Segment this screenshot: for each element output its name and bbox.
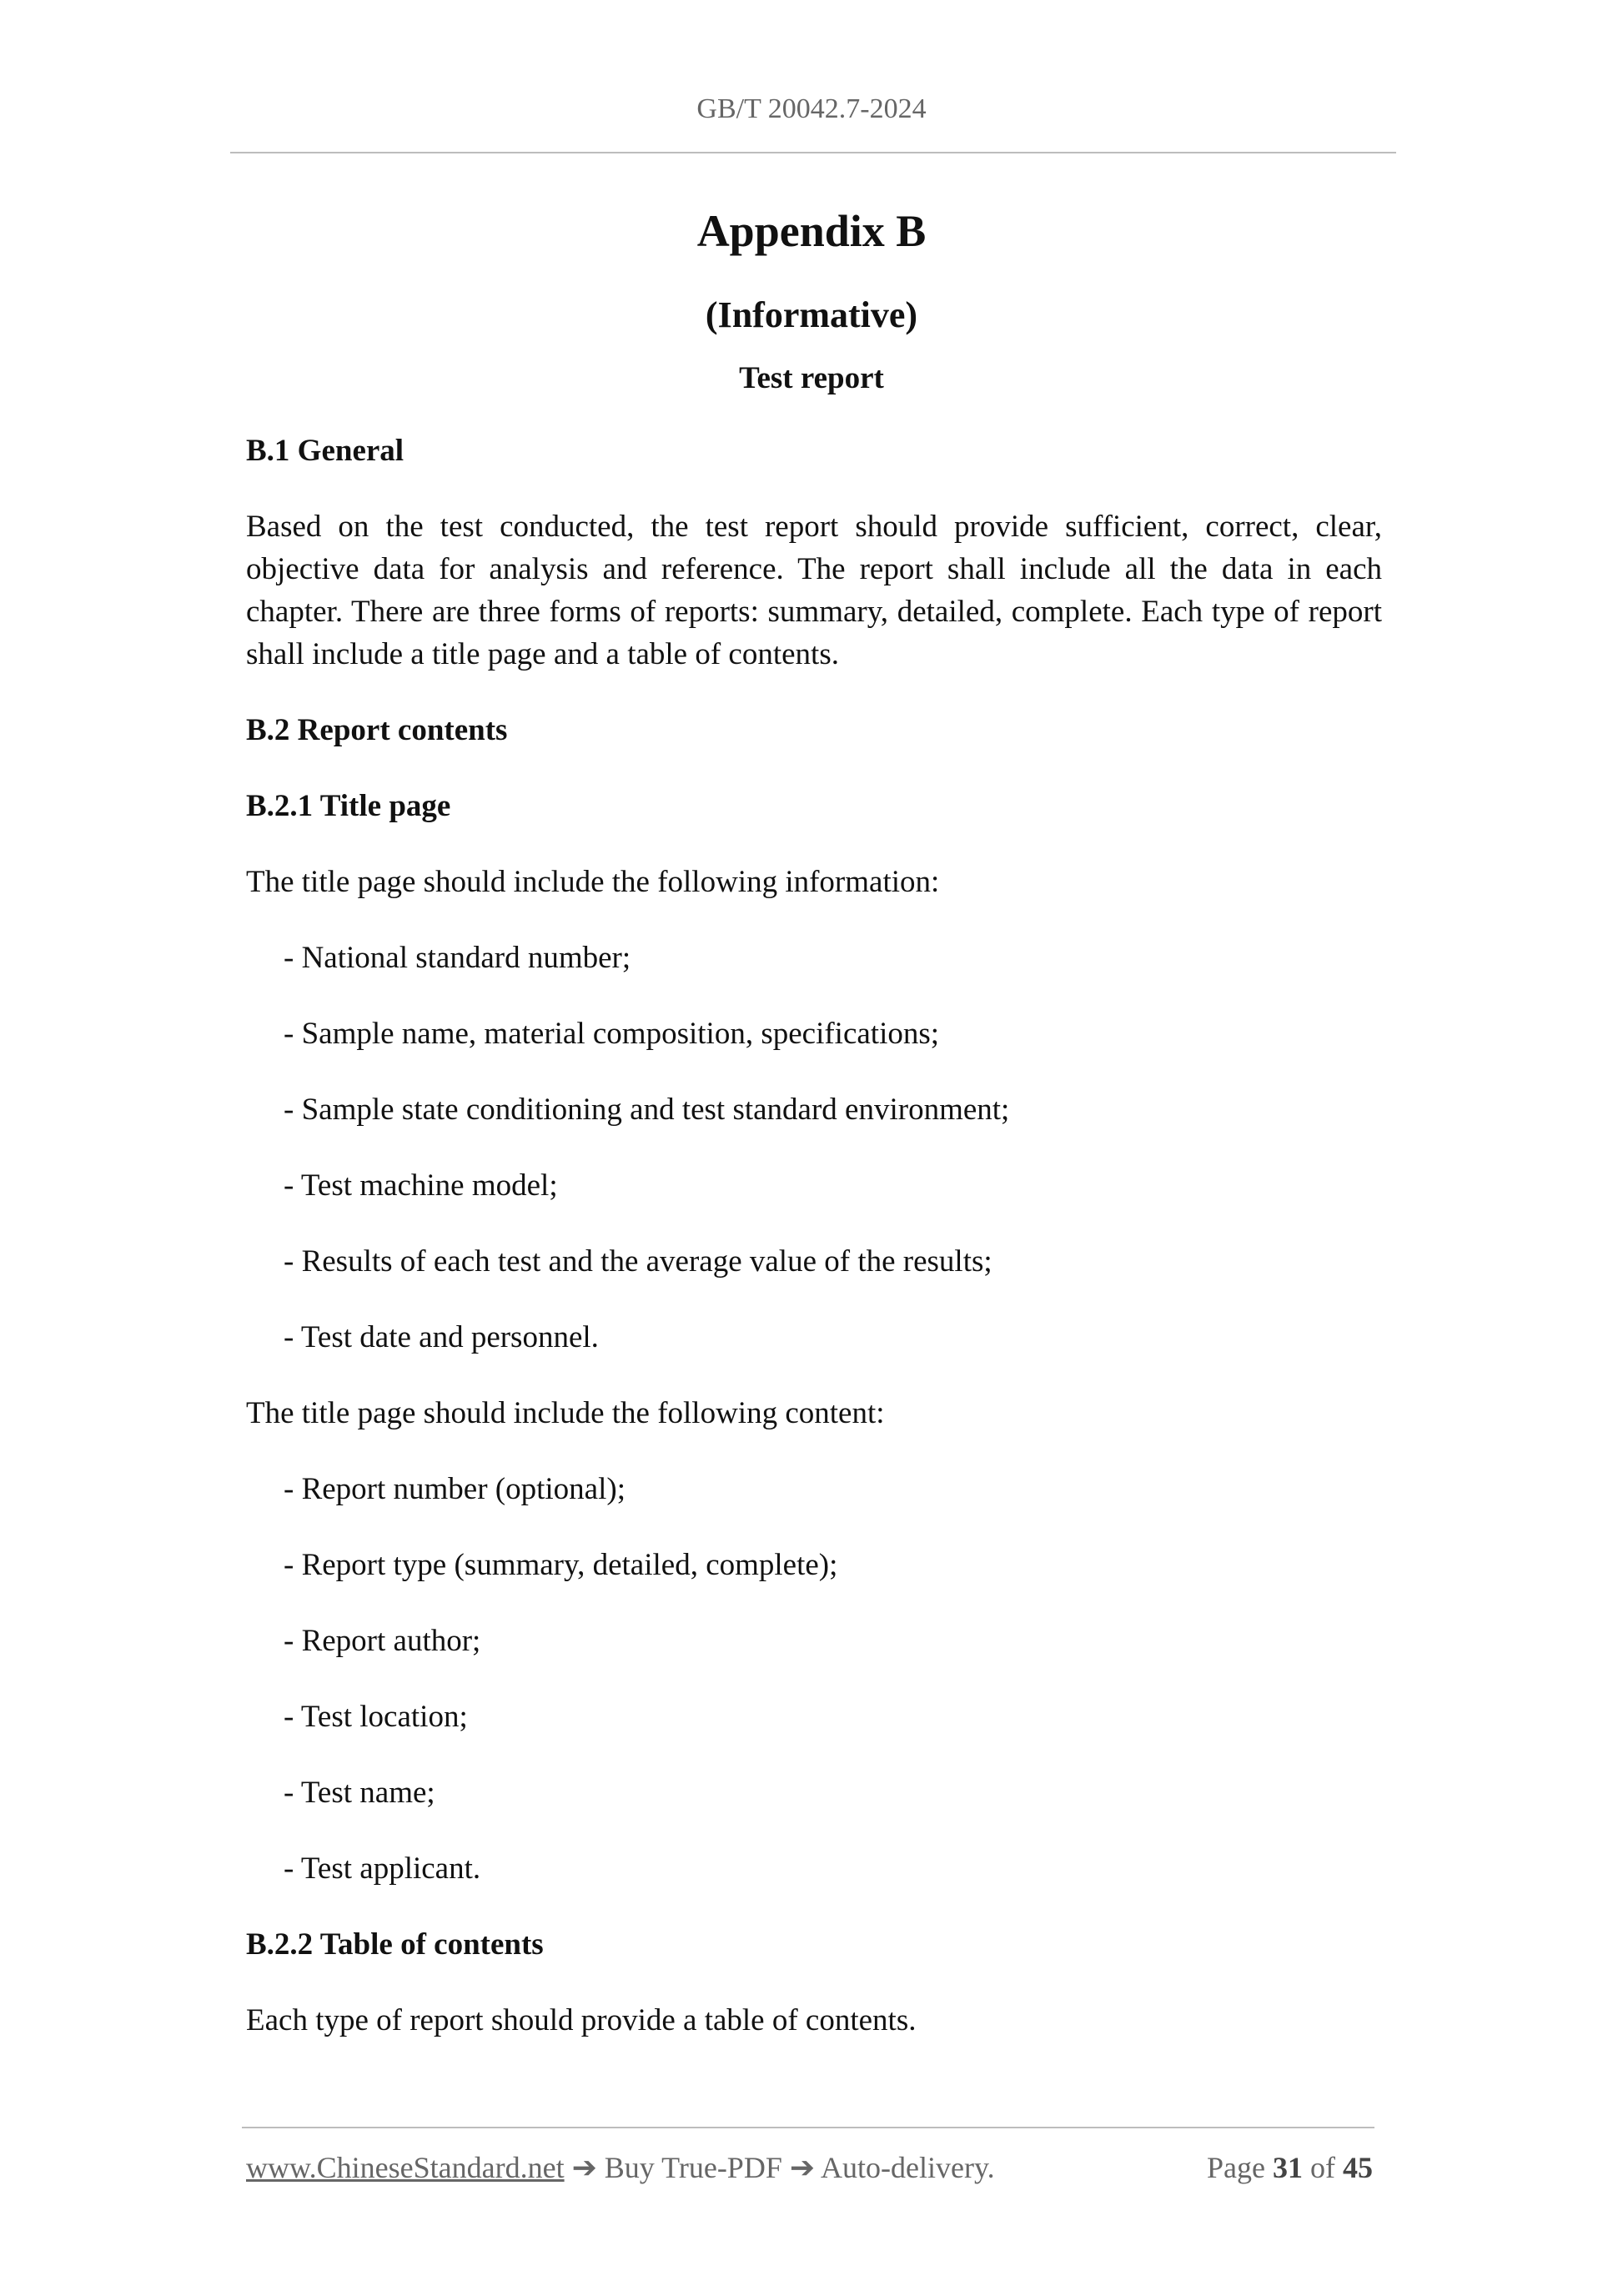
document-code-header: GB/T 20042.7-2024: [696, 93, 927, 124]
list-item: - Report number (optional);: [284, 1472, 626, 1506]
section-b1-paragraph: Based on the test conducted, the test report should provide sufficient, correct, clear, objective data for analysis and reference. The report shall include all the data in each chapter. There are three forms of reports: summary, detailed, complete. Each type of report shall include a title page and a table of contents.: [246, 510, 1382, 671]
list-item: - Test machine model;: [284, 1168, 558, 1203]
list-item: - Test date and personnel.: [284, 1320, 599, 1354]
list-item: - Report type (summary, detailed, complete);: [284, 1548, 838, 1582]
title-page-info-list: [246, 937, 1382, 1359]
page-label: Page: [1207, 2151, 1265, 2184]
list-item: - Test name;: [284, 1776, 435, 1810]
document-body: [246, 430, 1382, 2075]
title-page-content-intro: The title page should include the following content:: [246, 1396, 885, 1430]
appendix-subject: Test report: [739, 361, 884, 395]
appendix-title: Appendix B: [696, 206, 927, 256]
arrow-right-icon: ➔: [571, 2151, 597, 2184]
title-page-content-list: [246, 1468, 1382, 1890]
list-item: - Sample state conditioning and test standard environment;: [284, 1093, 1010, 1127]
section-heading-b2: B.2 Report contents: [246, 713, 508, 747]
list-item: - Report author;: [284, 1624, 481, 1658]
title-page-info-intro: The title page should include the following information:: [246, 865, 940, 899]
page-indicator: [1207, 2150, 1373, 2185]
section-heading-b22: B.2.2 Table of contents: [246, 1927, 544, 1962]
list-item: - Test applicant.: [284, 1851, 481, 1886]
footer-promo: [246, 2150, 995, 2185]
auto-delivery-text: Auto-delivery.: [821, 2151, 995, 2184]
footer-divider: [242, 2127, 1374, 2128]
arrow-right-icon: ➔: [789, 2151, 816, 2184]
list-item: - Sample name, material composition, specifications;: [284, 1017, 940, 1051]
current-page-number: 31: [1273, 2151, 1303, 2184]
page-of-label: of: [1310, 2151, 1335, 2184]
section-heading-b21: B.2.1 Title page: [246, 789, 451, 823]
list-item: - Results of each test and the average value of the results;: [284, 1244, 992, 1279]
section-heading-b1: B.1 General: [246, 434, 404, 468]
section-b22-paragraph: Each type of report should provide a table of contents.: [246, 2003, 917, 2037]
website-link[interactable]: www.ChineseStandard.net: [246, 2151, 565, 2184]
header-divider: [230, 152, 1396, 153]
buy-true-pdf-text: Buy True-PDF: [604, 2151, 782, 2184]
list-item: - Test location;: [284, 1700, 468, 1734]
appendix-type: (Informative): [705, 294, 918, 335]
total-pages-number: 45: [1343, 2151, 1373, 2184]
list-item: - National standard number;: [284, 941, 631, 975]
